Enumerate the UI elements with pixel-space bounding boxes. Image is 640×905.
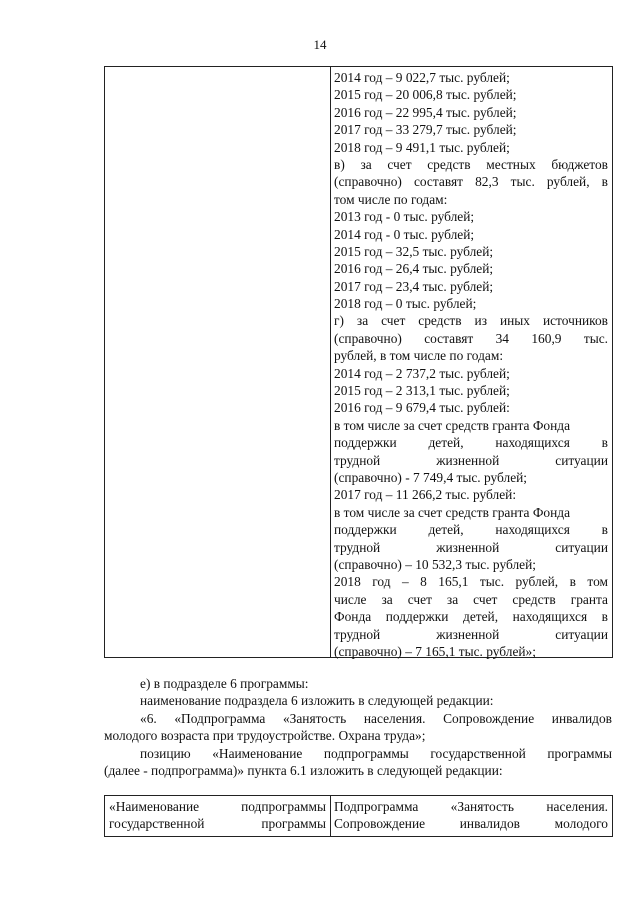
funding-line: в том числе за счет средств гранта Фонда (334, 417, 571, 433)
funding-line: том числе по годам: (334, 191, 448, 207)
funding-line: Фонда поддержки детей, находящихся в (334, 609, 608, 625)
funding-details-column (334, 69, 608, 660)
funding-line: 2017 год – 11 266,2 тыс. рублей: (334, 487, 517, 503)
funding-line: трудной жизненной ситуации (334, 539, 608, 555)
funding-line: 2016 год – 22 995,4 тыс. рублей; (334, 104, 517, 120)
funding-line: (справочно) составят 82,3 тыс. рублей, в (334, 174, 608, 190)
subprogram-name-label (109, 798, 326, 833)
funding-line: (справочно) – 10 532,3 тыс. рублей; (334, 556, 536, 572)
paragraph-new-title-line2: молодого возраста при трудоустройстве. Охрана труда»; (104, 728, 426, 744)
funding-line: 2015 год – 20 006,8 тыс. рублей; (334, 87, 517, 103)
paragraph-subsection-name: наименование подраздела 6 изложить в следующей редакции: (140, 693, 494, 709)
funding-table (104, 66, 613, 658)
funding-line: (справочно) составят 34 160,9 тыс. (334, 330, 608, 346)
funding-line: 2017 год – 23,4 тыс. рублей; (334, 278, 494, 294)
funding-line: рублей, в том числе по годам: (334, 348, 504, 364)
label-line: «Наименование подпрограммы (109, 799, 326, 814)
funding-line: числе за счет за счет средств гранта (334, 591, 608, 607)
funding-line: 2018 год – 8 165,1 тыс. рублей, в том (334, 574, 608, 590)
paragraph-subsection: е) в подразделе 6 программы: (140, 676, 309, 691)
funding-line: 2014 год – 9 022,7 тыс. рублей; (334, 70, 510, 85)
funding-line: 2016 год – 9 679,4 тыс. рублей: (334, 400, 510, 416)
funding-line: трудной жизненной ситуации (334, 626, 608, 642)
funding-line: трудной жизненной ситуации (334, 452, 608, 468)
paragraph-position-line1: позицию «Наименование подпрограммы государственной программы (140, 745, 612, 761)
funding-line: в том числе за счет средств гранта Фонда (334, 504, 571, 520)
funding-line: (справочно) – 7 165,1 тыс. рублей»; (334, 643, 536, 659)
paragraph-new-title-line1: «6. «Подпрограмма «Занятость населения. Сопровождение инвалидов (140, 710, 612, 726)
paragraph-position-line2: (далее - подпрограмма)» пункта 6.1 изложить в следующей редакции: (104, 762, 503, 778)
page-number: 14 (313, 37, 327, 52)
funding-line: (справочно) - 7 749,4 тыс. рублей; (334, 469, 528, 485)
column-divider (330, 796, 331, 836)
subprogram-name-value (334, 798, 608, 833)
value-line: Сопровождение инвалидов молодого (334, 816, 608, 832)
funding-line: 2016 год – 26,4 тыс. рублей; (334, 261, 494, 277)
funding-line: поддержки детей, находящихся в (334, 522, 608, 538)
funding-line: 2014 год – 2 737,2 тыс. рублей; (334, 365, 510, 381)
value-line: Подпрограмма «Занятость населения. (334, 799, 608, 814)
subprogram-table (104, 795, 613, 837)
funding-line: г) за счет средств из иных источников (334, 313, 608, 329)
column-divider (330, 67, 331, 657)
funding-line: 2015 год – 32,5 тыс. рублей; (334, 243, 494, 259)
funding-line: 2014 год - 0 тыс. рублей; (334, 226, 475, 242)
amendment-text (104, 675, 612, 779)
funding-line: поддержки детей, находящихся в (334, 435, 608, 451)
label-line: государственной программы (109, 816, 326, 832)
funding-line: в) за счет средств местных бюджетов (334, 156, 608, 172)
funding-line: 2018 год – 0 тыс. рублей; (334, 296, 477, 312)
funding-line: 2013 год - 0 тыс. рублей; (334, 209, 475, 225)
funding-line: 2018 год – 9 491,1 тыс. рублей; (334, 139, 510, 155)
funding-line: 2015 год – 2 313,1 тыс. рублей; (334, 383, 510, 399)
funding-line: 2017 год – 33 279,7 тыс. рублей; (334, 122, 517, 138)
